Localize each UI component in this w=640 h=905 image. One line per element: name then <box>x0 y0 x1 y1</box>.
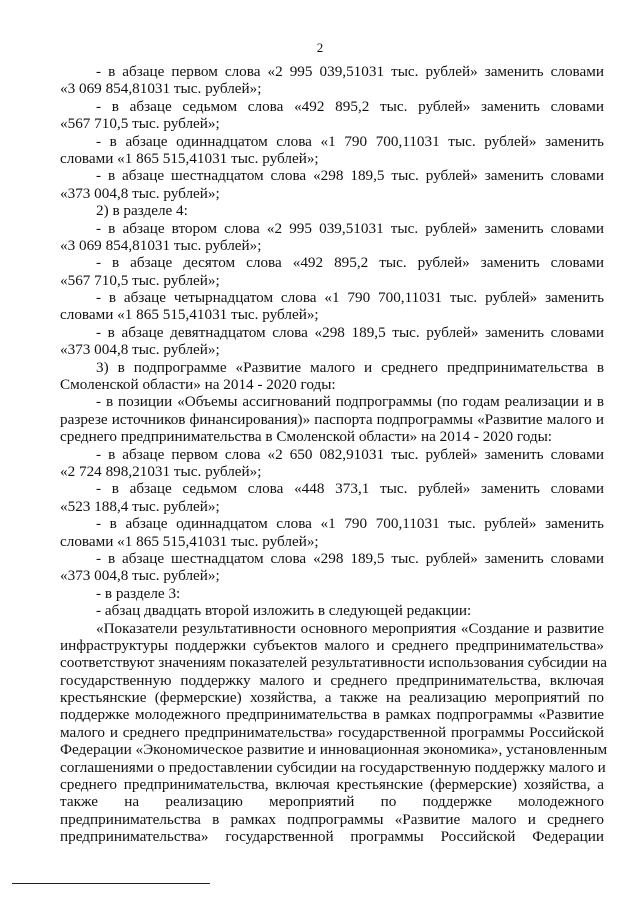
text-line: - в абзаце четырнадцатом слова «1 790 700,11031 тыс. рублей» заменить <box>96 289 604 307</box>
text-line: инфраструктуры поддержки субъектов малого и среднего предпринимательства» <box>60 636 604 654</box>
text-line: - в абзаце седьмом слова «492 895,2 тыс. рублей» заменить словами <box>96 97 604 115</box>
text-line: 2) в разделе 4: <box>96 202 188 220</box>
text-line: - абзац двадцать второй изложить в следующей редакции: <box>96 602 472 620</box>
text-line: - в абзаце десятом слова «492 895,2 тыс. рублей» заменить словами <box>96 254 604 272</box>
text-line: - в абзаце первом слова «2 650 082,91031 тыс. рублей» заменить словами <box>96 445 604 463</box>
text-line: «567 710,5 тыс. рублей»; <box>60 271 220 289</box>
text-line: малого и среднего предпринимательства» государственной программы Российской <box>60 723 604 741</box>
text-line: - в абзаце шестнадцатом слова «298 189,5 тыс. рублей» заменить словами <box>96 167 604 185</box>
text-line: - в абзаце втором слова «2 995 039,51031 тыс. рублей» заменить словами <box>96 219 604 237</box>
text-line: «373 004,8 тыс. рублей»; <box>60 184 220 202</box>
text-line: разрезе источников финансирования)» паспорта подпрограммы «Развитие малого и <box>60 410 604 428</box>
text-line: Смоленской области» на 2014 - 2020 годы: <box>60 376 336 394</box>
text-line: словами «1 865 515,41031 тыс. рублей»; <box>60 149 319 167</box>
text-line: предпринимательства» государственной программы Российской Федерации <box>60 828 604 846</box>
text-line: среднего предпринимательства, включая крестьянские (фермерские) хозяйства, а <box>60 776 604 794</box>
text-line: соглашениями о предоставлении субсидии на государственную поддержку малого и <box>60 758 606 776</box>
text-line: «3 069 854,81031 тыс. рублей»; <box>60 80 262 98</box>
text-line: - в абзаце первом слова «2 995 039,51031 тыс. рублей» заменить словами <box>96 63 604 80</box>
footnote-divider <box>12 883 210 884</box>
text-line: - в абзаце шестнадцатом слова «298 189,5 тыс. рублей» заменить словами <box>96 549 604 567</box>
text-line: - в разделе 3: <box>96 584 181 602</box>
text-line: 3) в подпрограмме «Развитие малого и среднего предпринимательства в <box>96 358 604 376</box>
text-line: - в абзаце девятнадцатом слова «298 189,5 тыс. рублей» заменить словами <box>96 323 604 341</box>
text-line: - в позиции «Объемы ассигнований подпрограммы (по годам реализации и в <box>96 393 604 411</box>
text-line: словами «1 865 515,41031 тыс. рублей»; <box>60 306 319 324</box>
text-line: «3 069 854,81031 тыс. рублей»; <box>60 236 262 254</box>
text-line: словами «1 865 515,41031 тыс. рублей»; <box>60 532 319 550</box>
text-line: среднего предпринимательства в Смоленской области» на 2014 - 2020 годы: <box>60 428 553 446</box>
text-line: «567 710,5 тыс. рублей»; <box>60 115 220 133</box>
text-line: - в абзаце одиннадцатом слова «1 790 700,11031 тыс. рублей» заменить <box>96 515 604 533</box>
document-body <box>60 63 608 846</box>
text-line: Федерации «Экономическое развитие и инновационная экономика», установленным <box>60 741 608 759</box>
text-line: предпринимательства в рамках подпрограммы «Развитие малого и среднего <box>60 810 604 828</box>
text-line: также на реализацию мероприятий по поддержке молодежного <box>60 793 604 811</box>
text-line: «373 004,8 тыс. рублей»; <box>60 567 220 585</box>
text-line: «2 724 898,21031 тыс. рублей»; <box>60 462 262 480</box>
text-line: государственную поддержку малого и среднего предпринимательства, включая <box>60 671 604 689</box>
text-line: «Показатели результативности основного мероприятия «Создание и развитие <box>96 619 604 637</box>
text-line: «523 188,4 тыс. рублей»; <box>60 497 220 515</box>
page-number: 2 <box>316 40 324 55</box>
text-line: поддержке молодежного предпринимательства в рамках подпрограммы «Развитие <box>60 706 604 724</box>
text-line: «373 004,8 тыс. рублей»; <box>60 341 220 359</box>
text-line: - в абзаце седьмом слова «448 373,1 тыс. рублей» заменить словами <box>96 480 604 498</box>
text-line: крестьянские (фермерские) хозяйства, а также на реализацию мероприятий по <box>60 689 604 707</box>
text-line: - в абзаце одиннадцатом слова «1 790 700,11031 тыс. рублей» заменить <box>96 132 604 150</box>
text-line: соответствуют значениям показателей результативности использования субсидии на <box>60 654 607 672</box>
